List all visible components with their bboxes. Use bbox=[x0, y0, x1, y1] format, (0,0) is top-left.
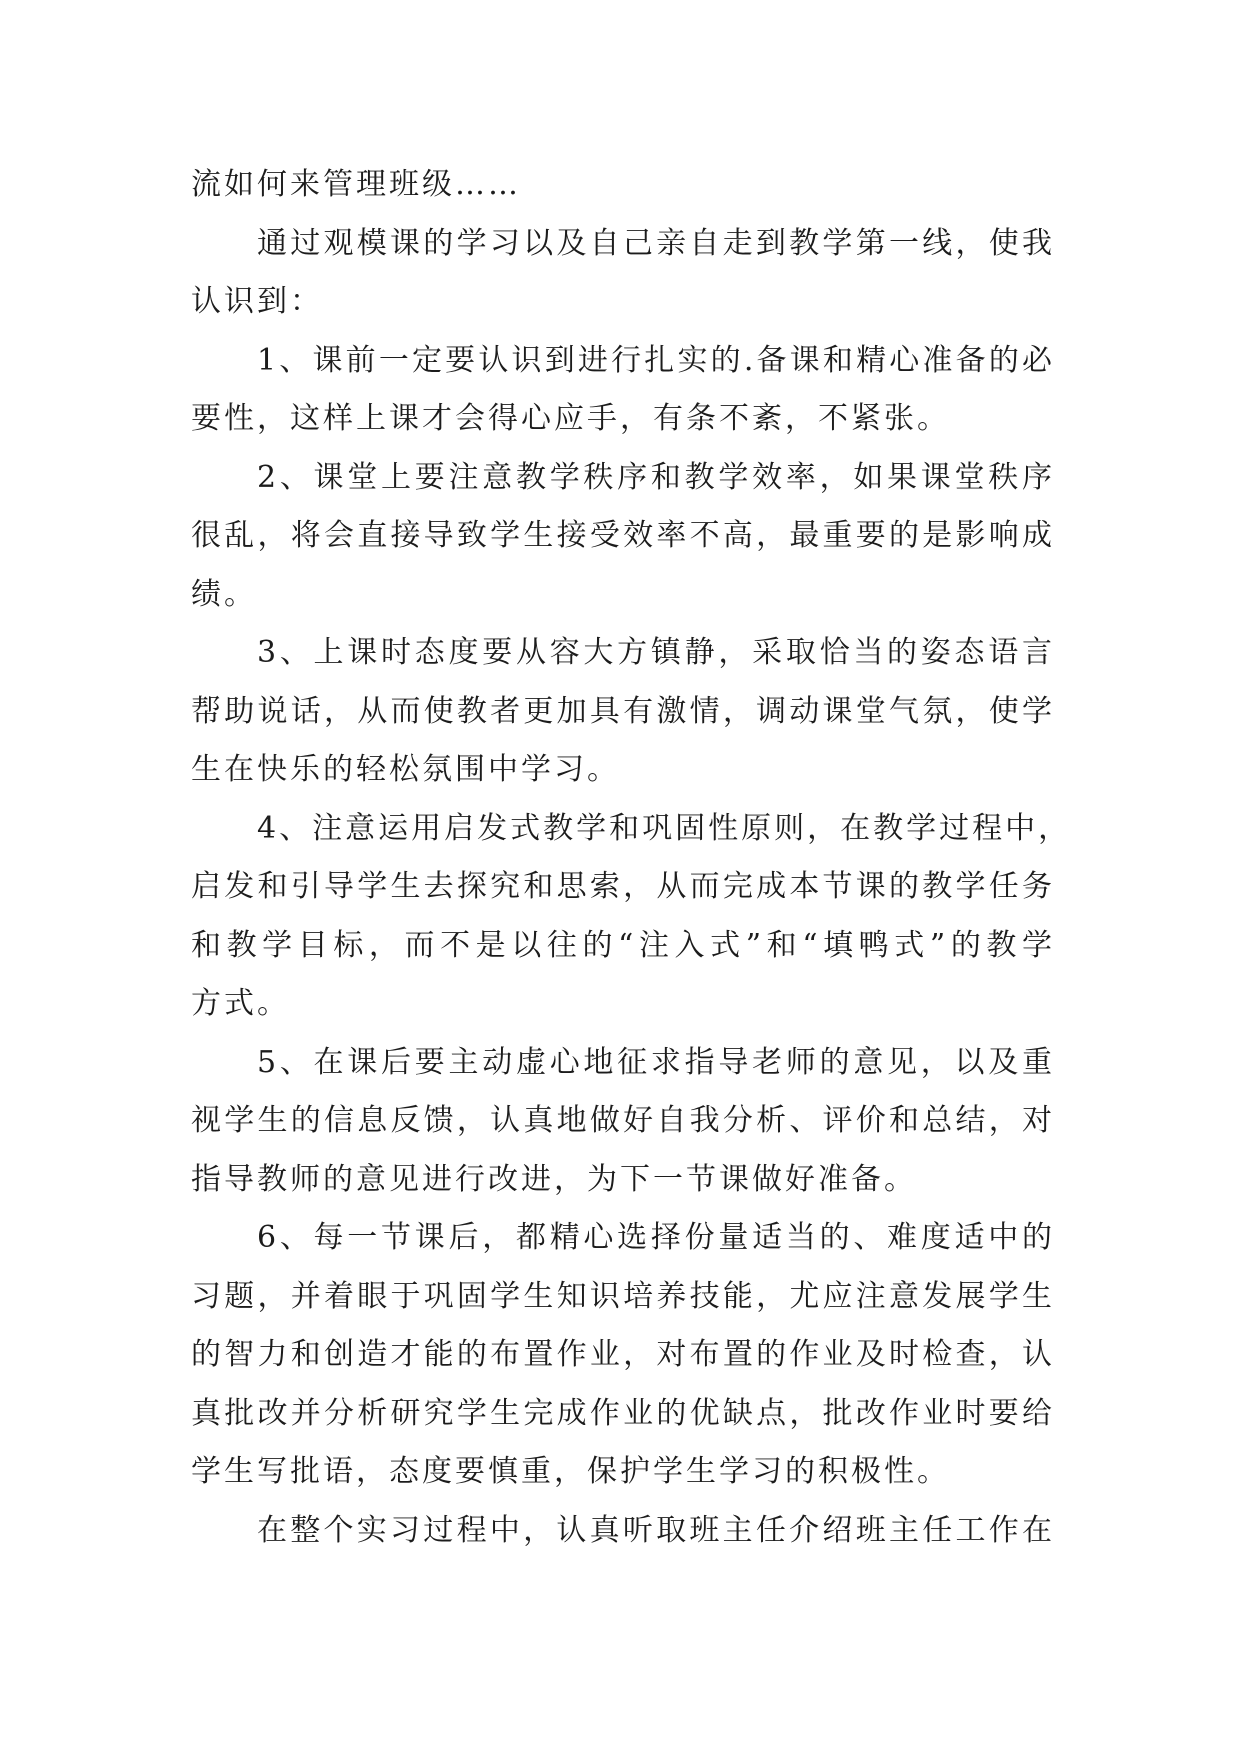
text-line: 视学生的信息反馈，认真地做好自我分析、评价和总结，对 bbox=[191, 1103, 1055, 1138]
list-paragraph-4 bbox=[191, 800, 1072, 1034]
text-line: 方式。 bbox=[191, 986, 290, 1021]
text-line: 认识到： bbox=[191, 284, 323, 319]
text-line: 指导教师的意见进行改进，为下一节课做好准备。 bbox=[191, 1161, 917, 1197]
list-paragraph-3 bbox=[191, 624, 1055, 800]
text-line: 要性，这样上课才会得心应手，有条不紊，不紧张。 bbox=[191, 401, 950, 436]
text-line: 6、每一节课后，都精心选择份量适当的、难度适中的 bbox=[257, 1220, 1055, 1255]
list-paragraph-2 bbox=[191, 449, 1055, 625]
text-line: 和教学目标，而不是以往的“注入式”和“填鸭式”的教学 bbox=[191, 927, 1055, 963]
text-line: 在整个实习过程中，认真听取班主任介绍班主任工作在 bbox=[257, 1512, 1055, 1548]
text-line: 2、课堂上要注意教学秩序和教学效率，如果课堂秩序 bbox=[257, 459, 1055, 495]
text-line: 真批改并分析研究学生完成作业的优缺点，批改作业时要给 bbox=[191, 1395, 1055, 1431]
text-line: 绩。 bbox=[191, 576, 257, 612]
text-line: 3、上课时态度要从容大方镇静，采取恰当的姿态语言 bbox=[257, 635, 1055, 670]
document-body bbox=[191, 156, 1072, 1560]
paragraph bbox=[191, 1502, 1055, 1561]
list-paragraph-6 bbox=[191, 1209, 1055, 1502]
text-line: 流如何来管理班级…… bbox=[191, 167, 521, 202]
paragraph bbox=[191, 156, 1055, 215]
text-line: 生在快乐的轻松氛围中学习。 bbox=[191, 752, 620, 787]
paragraph bbox=[191, 215, 1055, 332]
text-line: 4、注意运用启发式教学和巩固性原则，在教学过程中， bbox=[257, 810, 1072, 846]
text-line: 习题，并着眼于巩固学生知识培养技能，尤应注意发展学生 bbox=[191, 1278, 1055, 1314]
text-line: 的智力和创造才能的布置作业，对布置的作业及时检查，认 bbox=[191, 1337, 1055, 1372]
text-line: 学生写批语，态度要慎重，保护学生学习的积极性。 bbox=[191, 1454, 950, 1489]
text-line: 1、课前一定要认识到进行扎实的.备课和精心准备的必 bbox=[257, 342, 1055, 378]
text-line: 5、在课后要主动虚心地征求指导老师的意见，以及重 bbox=[257, 1044, 1055, 1080]
text-line: 通过观模课的学习以及自己亲自走到教学第一线，使我 bbox=[257, 225, 1055, 261]
text-line: 启发和引导学生去探究和思索，从而完成本节课的教学任务 bbox=[191, 869, 1055, 904]
text-line: 很乱，将会直接导致学生接受效率不高，最重要的是影响成 bbox=[191, 518, 1055, 553]
list-paragraph-5 bbox=[191, 1034, 1055, 1210]
text-line: 帮助说话，从而使教者更加具有激情，调动课堂气氛，使学 bbox=[191, 693, 1055, 729]
list-paragraph-1 bbox=[191, 332, 1055, 449]
